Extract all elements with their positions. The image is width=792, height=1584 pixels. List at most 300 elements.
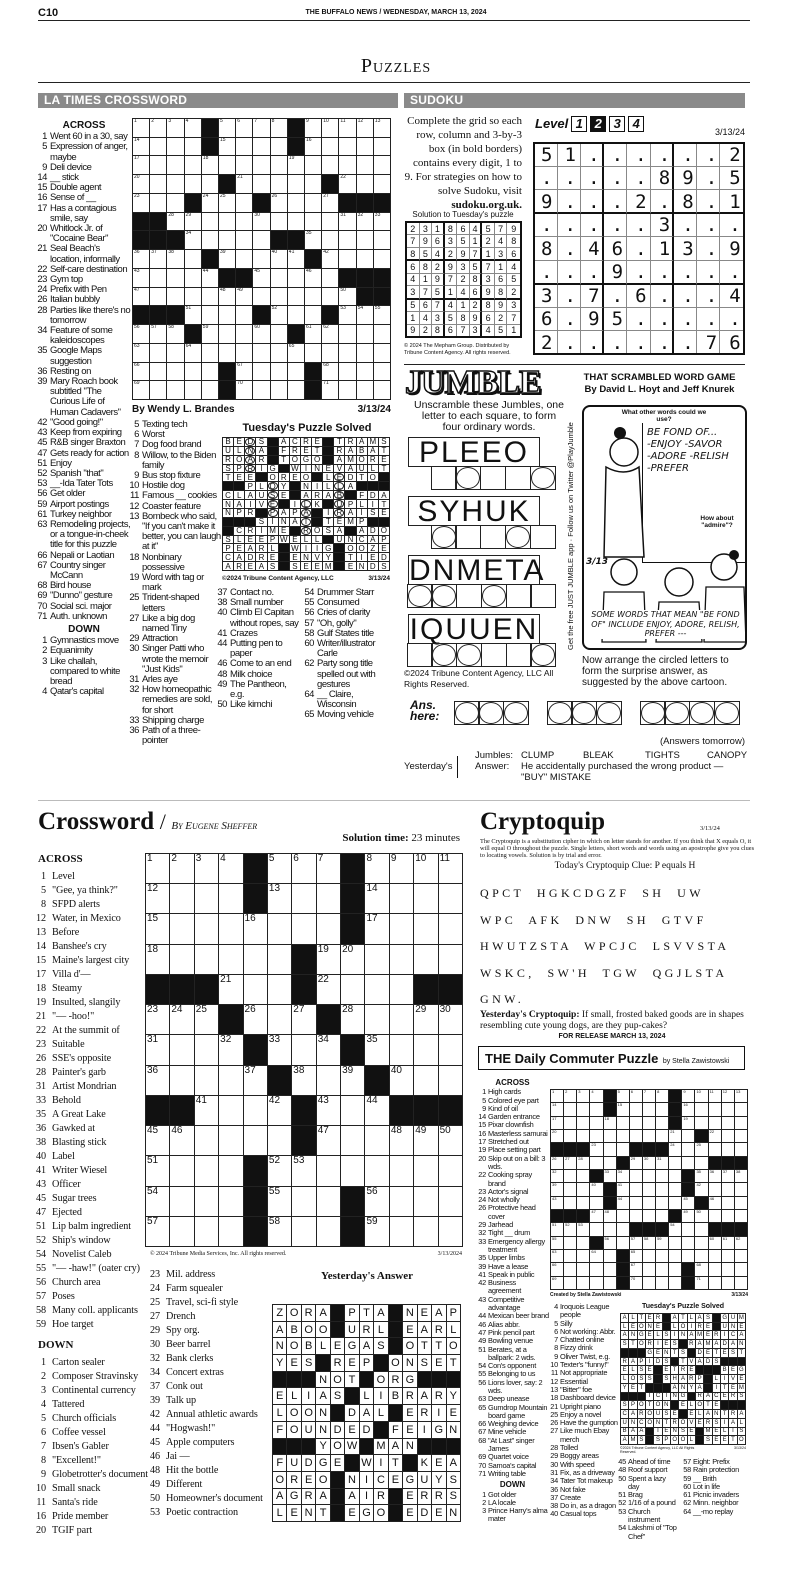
grid-cell[interactable]: [439, 1035, 462, 1064]
grid-cell[interactable]: [322, 213, 338, 231]
grid-cell[interactable]: [735, 1090, 747, 1102]
grid-cell[interactable]: [317, 945, 340, 974]
clue[interactable]: [128, 553, 221, 573]
grid-cell[interactable]: [150, 381, 166, 399]
grid-cell[interactable]: [133, 119, 149, 137]
grid-cell[interactable]: [292, 854, 315, 883]
grid-cell[interactable]: [195, 1035, 218, 1064]
grid-cell[interactable]: [219, 250, 235, 268]
grid-cell[interactable]: [365, 914, 388, 943]
grid-cell[interactable]: [682, 1143, 694, 1155]
grid-cell[interactable]: [695, 1223, 707, 1235]
grid-cell[interactable]: [322, 138, 338, 156]
grid-cell[interactable]: [219, 975, 242, 1004]
grid-cell[interactable]: [695, 1277, 707, 1289]
grid-cell[interactable]: [390, 945, 413, 974]
clue[interactable]: [128, 726, 221, 746]
grid-cell[interactable]: [577, 1277, 589, 1289]
grid-cell[interactable]: [271, 325, 287, 343]
grid-cell[interactable]: [735, 1103, 747, 1115]
grid-cell[interactable]: [695, 1117, 707, 1129]
grid-cell[interactable]: [339, 381, 355, 399]
grid-cell[interactable]: [709, 1170, 721, 1182]
grid-cell[interactable]: [735, 1263, 747, 1275]
grid-cell[interactable]: [551, 1157, 563, 1169]
clue[interactable]: [36, 142, 132, 162]
grid-cell[interactable]: [414, 1126, 437, 1155]
grid-cell[interactable]: [656, 1170, 668, 1182]
grid-cell[interactable]: [195, 884, 218, 913]
grid-cell[interactable]: [253, 213, 269, 231]
grid-cell[interactable]: [709, 1250, 721, 1262]
grid-cell[interactable]: [219, 945, 242, 974]
clue[interactable]: [36, 224, 132, 244]
grid-cell[interactable]: [317, 1066, 340, 1095]
grid-cell[interactable]: [643, 1130, 655, 1142]
grid-cell[interactable]: [185, 138, 201, 156]
clue[interactable]: [36, 982, 148, 996]
clue[interactable]: [36, 1010, 148, 1024]
grid-cell[interactable]: [253, 363, 269, 381]
grid-cell[interactable]: [288, 306, 304, 324]
grid-cell[interactable]: [150, 156, 166, 174]
grid-cell[interactable]: [305, 175, 321, 193]
grid-cell[interactable]: [146, 854, 169, 883]
jumble-square[interactable]: [530, 525, 556, 549]
grid-cell[interactable]: [202, 288, 218, 306]
answer-circle[interactable]: [640, 701, 666, 725]
grid-cell[interactable]: [414, 1035, 437, 1064]
grid-cell[interactable]: [305, 269, 321, 287]
clue[interactable]: [150, 1282, 268, 1296]
grid-cell[interactable]: [439, 1126, 462, 1155]
grid-cell[interactable]: [317, 884, 340, 913]
grid-cell[interactable]: [339, 288, 355, 306]
clue[interactable]: [476, 1279, 549, 1296]
grid-cell[interactable]: [439, 1156, 462, 1185]
grid-cell[interactable]: [439, 1005, 462, 1034]
grid-cell[interactable]: [236, 381, 252, 399]
grid-cell[interactable]: [146, 884, 169, 913]
grid-cell[interactable]: [236, 175, 252, 193]
clue[interactable]: [128, 593, 221, 613]
clue[interactable]: [150, 1366, 268, 1380]
jumble-square[interactable]: [530, 584, 556, 608]
grid-cell[interactable]: [617, 1210, 629, 1222]
grid-cell[interactable]: [656, 1250, 668, 1262]
grid-cell[interactable]: [643, 1277, 655, 1289]
grid-cell[interactable]: [253, 269, 269, 287]
grid-cell[interactable]: [577, 1170, 589, 1182]
clue[interactable]: [36, 1524, 148, 1538]
grid-cell[interactable]: [695, 1250, 707, 1262]
grid-cell[interactable]: [271, 363, 287, 381]
clue[interactable]: [36, 870, 148, 884]
answer-circle[interactable]: [664, 701, 690, 725]
answer-group[interactable]: [641, 701, 740, 725]
jumble-square[interactable]: [481, 643, 507, 667]
grid-cell[interactable]: [341, 1096, 364, 1125]
grid-cell[interactable]: [292, 1156, 315, 1185]
grid-cell[interactable]: [390, 1217, 413, 1246]
grid-cell[interactable]: [551, 1130, 563, 1142]
grid-cell[interactable]: [219, 914, 242, 943]
grid-cell[interactable]: [357, 344, 373, 362]
grid-cell[interactable]: [669, 1237, 681, 1249]
grid-cell[interactable]: [735, 1130, 747, 1142]
grid-cell[interactable]: [604, 1210, 616, 1222]
grid-cell[interactable]: [695, 1157, 707, 1169]
grid-cell[interactable]: [604, 1263, 616, 1275]
grid-cell[interactable]: [133, 175, 149, 193]
grid-cell[interactable]: [317, 854, 340, 883]
grid-cell[interactable]: [551, 1223, 563, 1235]
grid-cell[interactable]: [253, 250, 269, 268]
grid-cell[interactable]: [564, 1197, 576, 1209]
grid-cell[interactable]: [271, 306, 287, 324]
grid-cell[interactable]: [236, 306, 252, 324]
grid-cell[interactable]: [317, 1217, 340, 1246]
grid-cell[interactable]: [722, 1103, 734, 1115]
grid-cell[interactable]: [551, 1183, 563, 1195]
grid-cell[interactable]: [185, 306, 201, 324]
grid-cell[interactable]: [219, 194, 235, 212]
grid-cell[interactable]: [322, 231, 338, 249]
grid-cell[interactable]: [414, 1156, 437, 1185]
jumble-square[interactable]: [407, 643, 433, 667]
grid-cell[interactable]: [317, 914, 340, 943]
la-crossword-grid[interactable]: [132, 118, 391, 400]
grid-cell[interactable]: [150, 269, 166, 287]
grid-cell[interactable]: [322, 381, 338, 399]
grid-cell[interactable]: [390, 884, 413, 913]
grid-cell[interactable]: [219, 156, 235, 174]
grid-cell[interactable]: [630, 1183, 642, 1195]
grid-cell[interactable]: [236, 325, 252, 343]
clue[interactable]: [150, 1310, 268, 1324]
grid-cell[interactable]: [133, 194, 149, 212]
grid-cell[interactable]: [150, 194, 166, 212]
grid-cell[interactable]: [219, 119, 235, 137]
grid-cell[interactable]: [288, 363, 304, 381]
grid-cell[interactable]: [305, 156, 321, 174]
clue[interactable]: [36, 968, 148, 982]
answer-circle[interactable]: [596, 701, 622, 725]
grid-cell[interactable]: [643, 1170, 655, 1182]
clue[interactable]: [150, 1422, 268, 1436]
grid-cell[interactable]: [133, 269, 149, 287]
grid-cell[interactable]: [146, 1187, 169, 1216]
grid-cell[interactable]: [590, 1130, 602, 1142]
grid-cell[interactable]: [236, 231, 252, 249]
grid-cell[interactable]: [564, 1117, 576, 1129]
clue[interactable]: [36, 926, 148, 940]
grid-cell[interactable]: [146, 1126, 169, 1155]
grid-cell[interactable]: [167, 119, 183, 137]
clue[interactable]: [36, 1384, 148, 1398]
grid-cell[interactable]: [170, 945, 193, 974]
grid-cell[interactable]: [590, 1090, 602, 1102]
answer-circle[interactable]: [478, 701, 504, 725]
grid-cell[interactable]: [682, 1210, 694, 1222]
grid-cell[interactable]: [617, 1117, 629, 1129]
grid-cell[interactable]: [564, 1277, 576, 1289]
grid-cell[interactable]: [630, 1157, 642, 1169]
grid-cell[interactable]: [167, 344, 183, 362]
clue[interactable]: [476, 1238, 549, 1255]
grid-cell[interactable]: [150, 344, 166, 362]
grid-cell[interactable]: [669, 1130, 681, 1142]
grid-cell[interactable]: [133, 250, 149, 268]
grid-cell[interactable]: [630, 1210, 642, 1222]
jumble-answer-squares[interactable]: [408, 584, 556, 608]
grid-cell[interactable]: [170, 1217, 193, 1246]
clue[interactable]: [36, 520, 132, 551]
grid-cell[interactable]: [322, 325, 338, 343]
grid-cell[interactable]: [317, 1035, 340, 1064]
grid-cell[interactable]: [735, 1197, 747, 1209]
grid-cell[interactable]: [365, 1035, 388, 1064]
grid-cell[interactable]: [195, 1156, 218, 1185]
grid-cell[interactable]: [202, 269, 218, 287]
grid-cell[interactable]: [656, 1210, 668, 1222]
clue[interactable]: [36, 1290, 148, 1304]
grid-cell[interactable]: [669, 1143, 681, 1155]
grid-cell[interactable]: [167, 138, 183, 156]
grid-cell[interactable]: [185, 231, 201, 249]
grid-cell[interactable]: [365, 854, 388, 883]
clue[interactable]: [36, 306, 132, 326]
jumble-square[interactable]: [456, 643, 482, 667]
grid-cell[interactable]: [669, 1250, 681, 1262]
clue[interactable]: [36, 884, 148, 898]
clue[interactable]: [36, 346, 132, 366]
grid-cell[interactable]: [390, 1156, 413, 1185]
grid-cell[interactable]: [322, 269, 338, 287]
grid-cell[interactable]: [722, 1170, 734, 1182]
answer-circle[interactable]: [503, 701, 529, 725]
clue[interactable]: [36, 244, 132, 264]
grid-cell[interactable]: [722, 1183, 734, 1195]
grid-cell[interactable]: [339, 363, 355, 381]
grid-cell[interactable]: [288, 175, 304, 193]
grid-cell[interactable]: [305, 344, 321, 362]
clue[interactable]: [476, 1470, 549, 1478]
grid-cell[interactable]: [253, 231, 269, 249]
grid-cell[interactable]: [150, 119, 166, 137]
grid-cell[interactable]: [551, 1117, 563, 1129]
grid-cell[interactable]: [630, 1170, 642, 1182]
grid-cell[interactable]: [577, 1183, 589, 1195]
grid-cell[interactable]: [564, 1223, 576, 1235]
grid-cell[interactable]: [322, 119, 338, 137]
grid-cell[interactable]: [339, 175, 355, 193]
grid-cell[interactable]: [722, 1130, 734, 1142]
grid-cell[interactable]: [292, 884, 315, 913]
grid-cell[interactable]: [288, 288, 304, 306]
grid-cell[interactable]: [682, 1103, 694, 1115]
clue[interactable]: [150, 1324, 268, 1338]
clue[interactable]: [476, 1296, 549, 1313]
grid-cell[interactable]: [219, 854, 242, 883]
grid-cell[interactable]: [695, 1237, 707, 1249]
grid-cell[interactable]: [167, 175, 183, 193]
grid-cell[interactable]: [236, 344, 252, 362]
grid-cell[interactable]: [604, 1277, 616, 1289]
grid-cell[interactable]: [604, 1143, 616, 1155]
grid-cell[interactable]: [219, 1187, 242, 1216]
jumble-square[interactable]: [481, 584, 507, 608]
clue[interactable]: [548, 1486, 618, 1494]
grid-cell[interactable]: [341, 975, 364, 1004]
grid-cell[interactable]: [357, 175, 373, 193]
grid-cell[interactable]: [268, 914, 291, 943]
grid-cell[interactable]: [317, 1156, 340, 1185]
jumble-square[interactable]: [506, 584, 532, 608]
grid-cell[interactable]: [244, 1126, 267, 1155]
grid-cell[interactable]: [374, 156, 390, 174]
grid-cell[interactable]: [630, 1103, 642, 1115]
grid-cell[interactable]: [564, 1250, 576, 1262]
clue[interactable]: [36, 377, 132, 418]
grid-cell[interactable]: [590, 1250, 602, 1262]
jumble-answer-squares[interactable]: [432, 525, 556, 549]
grid-cell[interactable]: [305, 138, 321, 156]
clue[interactable]: [36, 1370, 148, 1384]
clue[interactable]: [150, 1394, 268, 1408]
clue[interactable]: [476, 1404, 549, 1421]
grid-cell[interactable]: [695, 1263, 707, 1275]
grid-cell[interactable]: [682, 1223, 694, 1235]
grid-cell[interactable]: [590, 1143, 602, 1155]
grid-cell[interactable]: [577, 1130, 589, 1142]
grid-cell[interactable]: [133, 363, 149, 381]
jumble-square[interactable]: [456, 584, 482, 608]
grid-cell[interactable]: [219, 231, 235, 249]
grid-cell[interactable]: [695, 1183, 707, 1195]
grid-cell[interactable]: [551, 1103, 563, 1115]
clue[interactable]: [36, 912, 148, 926]
grid-cell[interactable]: [414, 1066, 437, 1095]
grid-cell[interactable]: [202, 325, 218, 343]
grid-cell[interactable]: [268, 1187, 291, 1216]
clue[interactable]: [36, 954, 148, 968]
grid-cell[interactable]: [577, 1103, 589, 1115]
grid-cell[interactable]: [236, 138, 252, 156]
clue[interactable]: [476, 1379, 549, 1396]
clue[interactable]: [36, 1510, 148, 1524]
clue[interactable]: [150, 1408, 268, 1422]
grid-cell[interactable]: [695, 1170, 707, 1182]
grid-cell[interactable]: [551, 1277, 563, 1289]
clue[interactable]: [36, 1304, 148, 1318]
clue[interactable]: [681, 1508, 749, 1516]
grid-cell[interactable]: [219, 325, 235, 343]
grid-cell[interactable]: [630, 1117, 642, 1129]
clue[interactable]: [476, 1346, 549, 1363]
grid-cell[interactable]: [271, 250, 287, 268]
grid-cell[interactable]: [604, 1237, 616, 1249]
grid-cell[interactable]: [643, 1263, 655, 1275]
grid-cell[interactable]: [195, 1066, 218, 1095]
grid-cell[interactable]: [268, 1035, 291, 1064]
grid-cell[interactable]: [146, 1005, 169, 1034]
grid-cell[interactable]: [167, 194, 183, 212]
grid-cell[interactable]: [219, 138, 235, 156]
grid-cell[interactable]: [219, 1096, 242, 1125]
grid-cell[interactable]: [341, 1066, 364, 1095]
grid-cell[interactable]: [202, 156, 218, 174]
grid-cell[interactable]: [682, 1090, 694, 1102]
grid-cell[interactable]: [146, 1035, 169, 1064]
grid-cell[interactable]: [374, 325, 390, 343]
grid-cell[interactable]: [341, 1126, 364, 1155]
clue[interactable]: [36, 1482, 148, 1496]
grid-cell[interactable]: [735, 1210, 747, 1222]
clue[interactable]: [36, 1080, 148, 1094]
grid-cell[interactable]: [439, 854, 462, 883]
answer-group[interactable]: [548, 701, 622, 725]
grid-cell[interactable]: [414, 1005, 437, 1034]
grid-cell[interactable]: [564, 1183, 576, 1195]
grid-cell[interactable]: [630, 1237, 642, 1249]
clue[interactable]: [216, 608, 300, 628]
clue[interactable]: [303, 710, 393, 720]
clue[interactable]: [128, 451, 221, 471]
grid-cell[interactable]: [271, 344, 287, 362]
clue[interactable]: [36, 1024, 148, 1038]
grid-cell[interactable]: [643, 1090, 655, 1102]
grid-cell[interactable]: [357, 156, 373, 174]
grid-cell[interactable]: [195, 854, 218, 883]
grid-cell[interactable]: [202, 306, 218, 324]
grid-cell[interactable]: [374, 250, 390, 268]
clue[interactable]: [36, 1262, 148, 1276]
grid-cell[interactable]: [292, 1187, 315, 1216]
grid-cell[interactable]: [150, 363, 166, 381]
grid-cell[interactable]: [322, 156, 338, 174]
clue[interactable]: [36, 1356, 148, 1370]
grid-cell[interactable]: [146, 945, 169, 974]
clue[interactable]: [36, 1234, 148, 1248]
grid-cell[interactable]: [133, 138, 149, 156]
grid-cell[interactable]: [271, 119, 287, 137]
grid-cell[interactable]: [185, 344, 201, 362]
grid-cell[interactable]: [167, 156, 183, 174]
grid-cell[interactable]: [271, 381, 287, 399]
jumble-square[interactable]: [431, 643, 457, 667]
grid-cell[interactable]: [590, 1103, 602, 1115]
clue[interactable]: [36, 1426, 148, 1440]
grid-cell[interactable]: [390, 854, 413, 883]
grid-cell[interactable]: [268, 884, 291, 913]
grid-cell[interactable]: [219, 1126, 242, 1155]
grid-cell[interactable]: [709, 1277, 721, 1289]
grid-cell[interactable]: [656, 1277, 668, 1289]
answer-circle[interactable]: [571, 701, 597, 725]
grid-cell[interactable]: [439, 1217, 462, 1246]
clue[interactable]: [150, 1492, 268, 1506]
clue[interactable]: [36, 1440, 148, 1454]
grid-cell[interactable]: [643, 1250, 655, 1262]
grid-cell[interactable]: [590, 1210, 602, 1222]
grid-cell[interactable]: [202, 213, 218, 231]
grid-cell[interactable]: [709, 1210, 721, 1222]
grid-cell[interactable]: [236, 250, 252, 268]
grid-cell[interactable]: [268, 854, 291, 883]
grid-cell[interactable]: [133, 344, 149, 362]
clue[interactable]: [150, 1268, 268, 1282]
